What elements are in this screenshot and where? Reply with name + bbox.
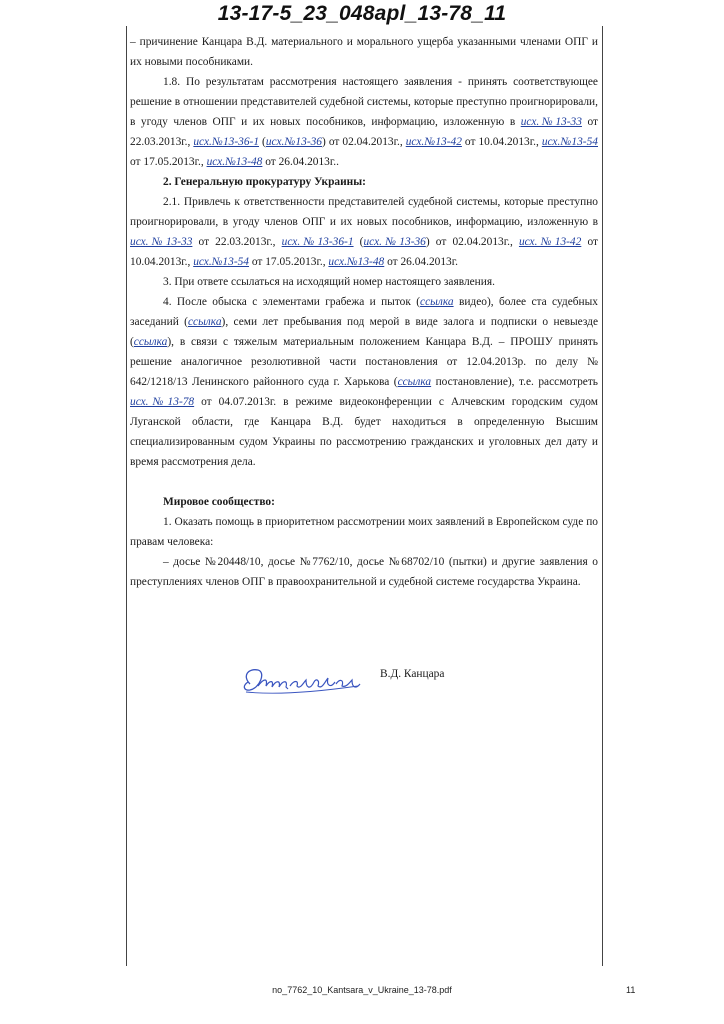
heading-prosecutor: 2. Генеральную прокуратуру Украины: — [163, 176, 366, 188]
document-link[interactable]: исх.№13-78 — [130, 396, 195, 408]
document-link[interactable]: исх.№13-33 — [130, 236, 193, 248]
document-header-title: 13-17-5_23_048apl_13-78_11 — [217, 2, 507, 25]
left-margin-rule — [126, 26, 127, 966]
document-link[interactable]: исх.№13-48 — [328, 256, 385, 268]
right-margin-rule — [602, 26, 603, 966]
reference-link[interactable]: ссылка — [133, 336, 168, 348]
document-link[interactable]: исх.№13-48 — [206, 156, 263, 168]
document-body — [130, 32, 598, 592]
reference-link[interactable]: ссылка — [187, 316, 222, 328]
document-link[interactable]: исх.№13-33 — [520, 116, 582, 128]
reference-link[interactable]: ссылка — [397, 376, 432, 388]
footer-page-number: 11 — [626, 985, 636, 995]
document-link[interactable]: исх.№13-36 — [363, 236, 426, 248]
document-link[interactable]: исх.№13-42 — [518, 236, 582, 248]
paragraph-1-8: 1.8. По результатам рассмотрения настоящего заявления - принять соответствующее решение в отношении представителей судебной системы, которые преступно проигнорировали, в угоду членов ОПГ и их новых пособников, информацию, изложенную в исх.№13-33 от 22.03.2013г., исх.№13-36-1 (исх.№13-36) от 02.04.2013г., исх.№13-42 от 10.04.2013г., исх.№13-54 от 17.05.2013г., исх.№13-48 от 26.04.2013г.. — [130, 76, 598, 168]
document-link[interactable]: исх.№13-54 — [541, 136, 598, 148]
document-link[interactable]: исх.№13-36-1 — [193, 136, 260, 148]
paragraph-3: 3. При ответе ссылаться на исходящий номер настоящего заявления. — [163, 276, 495, 288]
signatory-name: В.Д. Канцара — [380, 668, 445, 680]
document-link[interactable]: исх.№13-36-1 — [281, 236, 354, 248]
document-link[interactable]: исх.№13-54 — [193, 256, 250, 268]
reference-link[interactable]: ссылка — [420, 296, 454, 308]
paragraph-world-1: 1. Оказать помощь в приоритетном рассмотрении моих заявлений в Европейском суде по правам человека: — [130, 516, 598, 548]
footer-filename: no_7762_10_Kantsara_v_Ukraine_13-78.pdf — [272, 985, 452, 995]
paragraph-2-1: 2.1. Привлечь к ответственности представителей судебной системы, которые преступно проигнорировали, в угоду членов ОПГ и их новых пособников, информацию, изложенную в исх.№13-33 от 22.03.2013г., исх.№13-36-1 (исх.№13-36) от 02.04.2013г., исх.№13-42 от 10.04.2013г., исх.№13-54 от 17.05.2013г., исх.№13-48 от 26.04.2013г. — [130, 196, 598, 268]
document-link[interactable]: исх.№13-36 — [265, 136, 323, 148]
heading-world-community: Мировое сообщество: — [163, 496, 275, 508]
handwritten-signature — [236, 662, 376, 702]
document-link[interactable]: исх.№13-42 — [405, 136, 462, 148]
spacer — [130, 472, 598, 492]
paragraph-4: 4. После обыска с элементами грабежа и пыток (ссылка видео), более ста судебных заседаний (ссылка), семи лет пребывания под мерой в виде залога и подписки о невыезде (ссылка), в связи с тяжелым материальным положением Канцара В.Д. – ПРОШУ принять решение аналогичное резолютивной части постановления от 12.04.2013р. по делу № 642/1218/13 Ленинского районного суда г. Харькова (ссылка постановление), т.е. рассмотреть исх.№13-78 от 04.07.2013г. в режиме видеоконференции с Алчевским городским судом Луганской области, где Канцара В.Д. будет находиться в определенную Высшим специализированным судом Украины по рассмотрению гражданских и уголовных дел дату и время рассмотрения дела. — [130, 296, 598, 468]
paragraph-damage: – причинение Канцара В.Д. материального и морального ущерба указанными членами ОПГ и их новыми пособниками. — [130, 36, 598, 68]
paragraph-world-2: – досье №20448/10, досье №7762/10, досье №68702/10 (пытки) и другие заявления о преступлениях членов ОПГ в правоохранительной и судебной системе государства Украина. — [130, 556, 598, 588]
signature-block — [236, 662, 496, 702]
